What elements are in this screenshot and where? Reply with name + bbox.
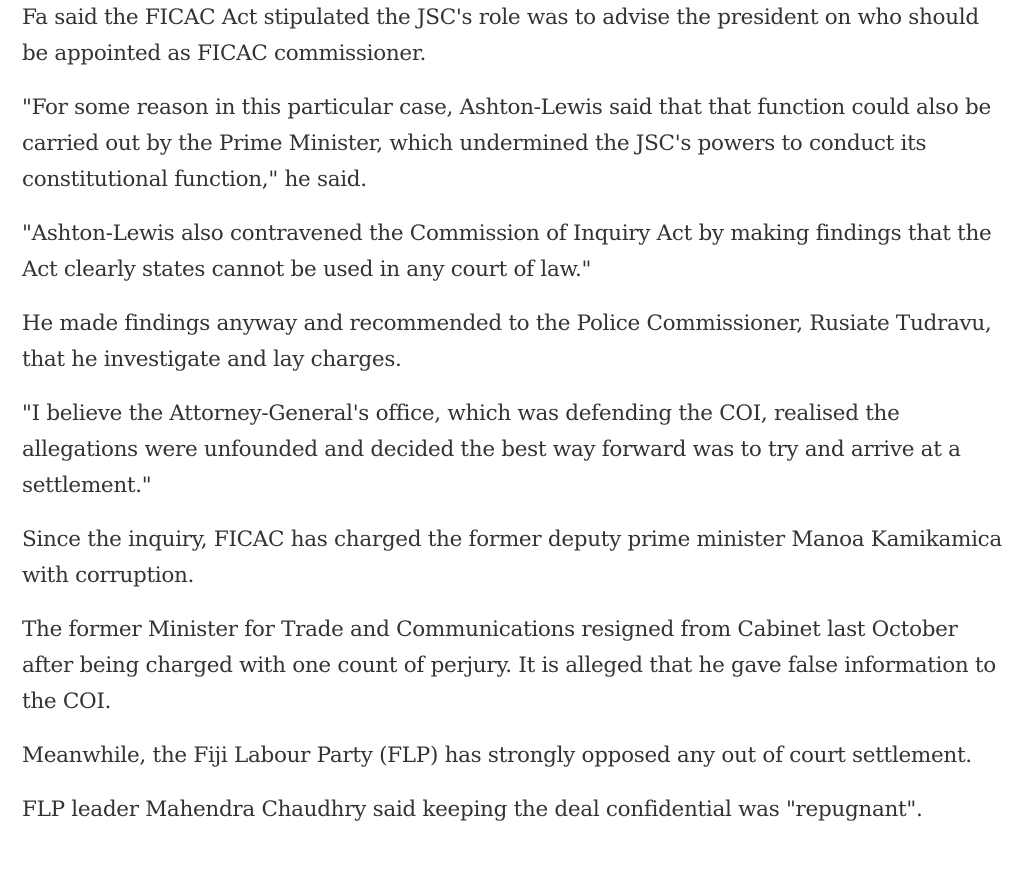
article-paragraph: "For some reason in this particular case, Ashton-Lewis said that that function could also be carried out by the Prime Minister, which undermined the JSC's powers to conduct its constitutional function," he said. [22,95,991,192]
article-paragraph: FLP leader Mahendra Chaudhry said keeping the deal confidential was "repugnant". [22,797,923,822]
article-paragraph: "I believe the Attorney-General's office, which was defending the COI, realised the allegations were unfounded and decided the best way forward was to try and arrive at a settlement." [22,401,961,498]
article-paragraph: Since the inquiry, FICAC has charged the former deputy prime minister Manoa Kamikamica with corruption. [22,527,1002,588]
article-paragraph: Meanwhile, the Fiji Labour Party (FLP) has strongly opposed any out of court settlement. [22,743,972,768]
article-paragraph: Fa said the FICAC Act stipulated the JSC's role was to advise the president on who should be appointed as FICAC commissioner. [22,5,979,66]
article-paragraph: He made findings anyway and recommended to the Police Commissioner, Rusiate Tudravu, that he investigate and lay charges. [22,311,992,372]
article-paragraph: "Ashton-Lewis also contravened the Commission of Inquiry Act by making findings that the Act clearly states cannot be used in any court of law." [22,221,992,282]
article-paragraph: The former Minister for Trade and Communications resigned from Cabinet last October after being charged with one count of perjury. It is alleged that he gave false information to the COI. [22,617,996,714]
